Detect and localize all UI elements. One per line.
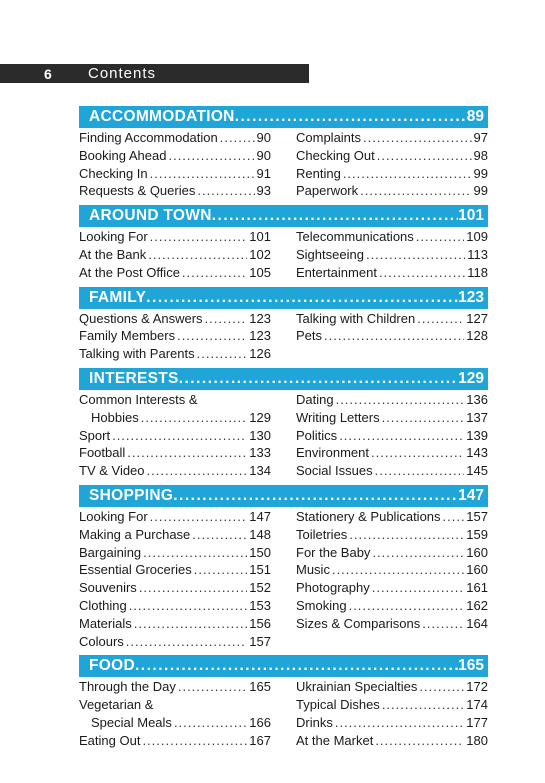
toc-entry[interactable]: [296, 264, 488, 282]
toc-entry[interactable]: [296, 228, 488, 246]
dot-leader: [417, 310, 464, 328]
dot-leader: [375, 732, 464, 750]
section-header[interactable]: [79, 287, 488, 309]
entry-label: Politics: [296, 427, 338, 443]
entry-page: 151: [249, 562, 271, 578]
entry-page: 160: [466, 562, 488, 578]
entry-label: Sightseeing: [296, 246, 364, 262]
dot-leader: [339, 427, 464, 445]
toc-entry[interactable]: [79, 633, 271, 651]
entry-page: 127: [466, 310, 488, 326]
entry-label: TV & Video: [79, 463, 145, 479]
entry-label: Pets: [296, 328, 323, 344]
entry-page: 99: [473, 183, 488, 199]
toc-entry[interactable]: [296, 615, 488, 633]
page-title: Contents: [88, 65, 157, 82]
entry-label: Through the Day: [79, 679, 176, 695]
dot-leader: [168, 147, 254, 165]
dot-leader: [379, 264, 465, 282]
toc-section: [79, 368, 488, 480]
entry-label: Paperwork: [296, 183, 359, 199]
dot-leader: [112, 427, 247, 445]
dot-leader: [194, 561, 248, 579]
entry-label: Souvenirs: [79, 580, 137, 596]
section-header[interactable]: [79, 205, 488, 227]
dot-leader: [375, 462, 465, 480]
right-column: [296, 228, 488, 281]
entry-page: 167: [249, 732, 271, 748]
right-column: [296, 508, 488, 650]
entry-label: Renting: [296, 165, 341, 181]
entry-label: Special Meals: [91, 714, 172, 730]
entry-label: Clothing: [79, 597, 127, 613]
section-entries: [79, 507, 488, 650]
toc-entry[interactable]: [296, 732, 488, 750]
entry-page: 152: [249, 580, 271, 596]
entry-label: Entertainment: [296, 264, 377, 280]
entry-label: For the Baby: [296, 544, 371, 560]
toc-entry[interactable]: [296, 327, 488, 345]
entry-label: At the Post Office: [79, 264, 180, 280]
entry-page: 174: [466, 697, 488, 713]
dot-leader: [182, 264, 247, 282]
section-entries: [79, 227, 488, 281]
toc-section: [79, 485, 488, 650]
section-title: FOOD: [89, 657, 135, 675]
entry-label: Booking Ahead: [79, 147, 167, 163]
page-number: 6: [44, 65, 52, 82]
toc-entry[interactable]: [79, 544, 271, 562]
entry-label: Typical Dishes: [296, 697, 380, 713]
toc-entry[interactable]: [296, 508, 488, 526]
entry-label: Looking For: [79, 508, 148, 524]
entry-label: Complaints: [296, 130, 362, 145]
dot-leader: [179, 368, 458, 390]
dot-leader: [142, 732, 247, 750]
entry-page: 145: [466, 463, 488, 479]
entry-label: Photography: [296, 580, 370, 596]
section-title: INTERESTS: [89, 369, 179, 387]
entry-label: Vegetarian &: [79, 697, 154, 713]
dot-leader: [343, 165, 472, 183]
entry-page: 139: [466, 427, 488, 443]
entry-page: 123: [249, 328, 271, 344]
dot-leader: [127, 444, 247, 462]
section-page: 89: [466, 108, 484, 125]
toc-entry[interactable]: [79, 462, 271, 480]
toc-entry[interactable]: [296, 561, 488, 579]
section-title: FAMILY: [89, 288, 147, 306]
entry-page: 148: [249, 526, 271, 542]
entry-page: 147: [249, 508, 271, 524]
toc-entry[interactable]: [79, 182, 271, 200]
dot-leader: [177, 327, 247, 345]
entry-page: 143: [466, 445, 488, 461]
dot-leader: [371, 444, 464, 462]
entry-label: Talking with Parents: [79, 346, 195, 362]
entry-label: Environment: [296, 445, 369, 461]
dot-leader: [178, 678, 247, 696]
entry-label: At the Bank: [79, 246, 147, 262]
entry-page: 93: [256, 183, 271, 199]
dot-leader: [360, 182, 471, 200]
entry-page: 153: [249, 597, 271, 613]
entry-label: Sport: [79, 427, 111, 443]
entry-label: Telecommunications: [296, 229, 414, 245]
toc-entry[interactable]: [79, 228, 271, 246]
section-entries: [79, 390, 488, 480]
entry-label: Football: [79, 445, 126, 461]
dot-leader: [372, 579, 465, 597]
toc-section: [79, 106, 488, 200]
dot-leader: [349, 526, 464, 544]
toc-entry[interactable]: [296, 310, 488, 328]
entry-page: 161: [466, 580, 488, 596]
section-header[interactable]: [79, 655, 488, 677]
entry-page: 118: [467, 264, 488, 280]
entry-page: 130: [249, 427, 271, 443]
entry-label: Checking Out: [296, 147, 375, 163]
section-title: SHOPPING: [89, 486, 174, 504]
section-header[interactable]: [79, 368, 488, 390]
dot-leader: [382, 409, 465, 427]
entry-page: 102: [249, 246, 271, 262]
toc-entry[interactable]: [79, 264, 271, 282]
toc-entry[interactable]: [79, 696, 271, 714]
entry-label: Materials: [79, 615, 132, 631]
dot-leader: [419, 678, 464, 696]
dot-leader: [335, 714, 464, 732]
dot-leader: [173, 485, 458, 507]
section-entries: [79, 309, 488, 363]
toc-entry[interactable]: [79, 508, 271, 526]
dot-leader: [349, 597, 465, 615]
left-column: [79, 508, 271, 650]
dot-leader: [377, 147, 472, 165]
dot-leader: [150, 228, 248, 246]
entry-label: Sizes & Comparisons: [296, 615, 421, 631]
right-column: [296, 678, 488, 749]
dot-leader: [205, 310, 248, 328]
section-entries: [79, 677, 488, 749]
toc-entry[interactable]: [79, 310, 271, 328]
entry-label: Ukrainian Specialties: [296, 679, 418, 695]
entry-label: Music: [296, 562, 330, 578]
toc-entry[interactable]: [79, 129, 271, 147]
dot-leader: [135, 655, 458, 677]
toc-entry[interactable]: [79, 427, 271, 445]
entry-label: Checking In: [79, 165, 148, 181]
entry-label: Common Interests &: [79, 391, 198, 407]
entry-page: 157: [249, 633, 271, 649]
entry-page: 159: [466, 526, 488, 542]
toc-entry[interactable]: [296, 696, 488, 714]
dot-leader: [134, 615, 248, 633]
entry-label: Colours: [79, 633, 124, 649]
entry-label: Questions & Answers: [79, 310, 203, 326]
dot-leader: [197, 345, 248, 363]
entry-page: 166: [249, 714, 271, 730]
toc-entry[interactable]: [296, 544, 488, 562]
dot-leader: [422, 615, 464, 633]
entry-page: 156: [249, 615, 271, 631]
toc-entry[interactable]: [79, 345, 271, 363]
dot-leader: [150, 165, 255, 183]
entry-page: 123: [249, 310, 271, 326]
entry-page: 97: [473, 130, 488, 145]
toc-entry[interactable]: [296, 129, 488, 147]
entry-page: 128: [466, 328, 488, 344]
section-title: AROUND TOWN: [89, 207, 212, 225]
entry-page: 105: [249, 264, 271, 280]
entry-page: 101: [249, 229, 271, 245]
entry-label: Essential Groceries: [79, 562, 192, 578]
dot-leader: [126, 633, 248, 651]
entry-label: Talking with Children: [296, 310, 416, 326]
entry-page: 162: [466, 597, 488, 613]
entry-page: 137: [466, 409, 488, 425]
section-title: ACCOMMODATION: [89, 108, 235, 125]
entry-page: 129: [249, 409, 271, 425]
dot-leader: [174, 714, 247, 732]
toc-entry[interactable]: [296, 427, 488, 445]
dot-leader: [146, 287, 458, 309]
dot-leader: [129, 597, 248, 615]
dot-leader: [363, 129, 472, 147]
toc-section: [79, 655, 488, 749]
entry-page: 90: [256, 147, 271, 163]
entry-page: 99: [473, 165, 488, 181]
dot-leader: [197, 182, 254, 200]
entry-label: Eating Out: [79, 732, 141, 748]
entry-label: Family Members: [79, 328, 176, 344]
left-column: [79, 310, 271, 363]
dot-leader: [416, 228, 465, 246]
entry-label: Dating: [296, 391, 334, 407]
section-header[interactable]: [79, 106, 488, 128]
toc-entry[interactable]: [296, 714, 488, 732]
entry-page: 172: [466, 679, 488, 695]
entry-label: Looking For: [79, 229, 148, 245]
toc-entry[interactable]: [296, 579, 488, 597]
toc-entry[interactable]: [79, 327, 271, 345]
dot-leader: [212, 205, 458, 227]
dot-leader: [372, 544, 464, 562]
entry-label: Finding Accommodation: [79, 130, 218, 145]
dot-leader: [148, 246, 247, 264]
toc-entry[interactable]: [296, 409, 488, 427]
dot-leader: [336, 391, 465, 409]
entry-label: Social Issues: [296, 463, 373, 479]
entry-page: 177: [466, 714, 488, 730]
section-page: 123: [458, 288, 484, 306]
toc-entry[interactable]: [296, 147, 488, 165]
entry-label: Writing Letters: [296, 409, 380, 425]
section-page: 147: [458, 486, 484, 504]
toc-entry[interactable]: [79, 409, 271, 427]
dot-leader: [220, 129, 255, 147]
dot-leader: [443, 508, 465, 526]
entry-page: 113: [467, 246, 488, 262]
entry-page: 126: [249, 346, 271, 362]
entry-page: 98: [473, 147, 488, 163]
toc-entry[interactable]: [79, 526, 271, 544]
entry-page: 133: [249, 445, 271, 461]
entry-page: 90: [256, 130, 271, 145]
entry-page: 91: [256, 165, 271, 181]
dot-leader: [366, 246, 465, 264]
section-header[interactable]: [79, 485, 488, 507]
left-column: [79, 129, 271, 200]
page-header-bar: [0, 64, 309, 83]
toc-entry[interactable]: [296, 678, 488, 696]
toc-entry[interactable]: [296, 165, 488, 183]
table-of-contents: [79, 106, 488, 755]
dot-leader: [147, 462, 248, 480]
toc-entry[interactable]: [79, 732, 271, 750]
toc-entry[interactable]: [79, 444, 271, 462]
section-page: 165: [458, 657, 484, 675]
entry-page: 150: [249, 544, 271, 560]
toc-entry[interactable]: [79, 165, 271, 183]
toc-entry[interactable]: [79, 391, 271, 409]
toc-section: [79, 287, 488, 363]
entry-page: 157: [466, 508, 488, 524]
toc-entry[interactable]: [296, 462, 488, 480]
toc-section: [79, 205, 488, 281]
entry-page: 180: [466, 732, 488, 748]
toc-entry[interactable]: [79, 147, 271, 165]
toc-entry[interactable]: [79, 678, 271, 696]
entry-label: At the Market: [296, 732, 374, 748]
toc-entry[interactable]: [79, 615, 271, 633]
toc-entry[interactable]: [296, 391, 488, 409]
entry-page: 165: [249, 679, 271, 695]
dot-leader: [192, 526, 247, 544]
right-column: [296, 391, 488, 480]
dot-leader: [332, 561, 464, 579]
entry-label: Requests & Queries: [79, 183, 196, 199]
toc-entry[interactable]: [79, 561, 271, 579]
dot-leader: [324, 327, 464, 345]
entry-label: Hobbies: [91, 409, 139, 425]
dot-leader: [141, 409, 248, 427]
toc-entry[interactable]: [79, 246, 271, 264]
dot-leader: [235, 106, 467, 128]
entry-page: 136: [466, 391, 488, 407]
dot-leader: [139, 579, 247, 597]
entry-page: 134: [249, 463, 271, 479]
section-page: 129: [458, 369, 484, 387]
dot-leader: [150, 508, 248, 526]
entry-label: Toiletries: [296, 526, 348, 542]
toc-entry[interactable]: [296, 246, 488, 264]
toc-entry[interactable]: [79, 597, 271, 615]
left-column: [79, 678, 271, 749]
entry-label: Making a Purchase: [79, 526, 191, 542]
dot-leader: [382, 696, 464, 714]
section-entries: [79, 128, 488, 200]
section-page: 101: [458, 207, 484, 225]
entry-page: 109: [466, 229, 488, 245]
left-column: [79, 228, 271, 281]
left-column: [79, 391, 271, 480]
toc-entry[interactable]: [296, 182, 488, 200]
entry-page: 160: [466, 544, 488, 560]
right-column: [296, 310, 488, 363]
toc-entry[interactable]: [79, 714, 271, 732]
entry-label: Stationery & Publications: [296, 508, 441, 524]
toc-entry[interactable]: [79, 579, 271, 597]
dot-leader: [143, 544, 247, 562]
toc-entry[interactable]: [296, 526, 488, 544]
entry-label: Drinks: [296, 714, 333, 730]
entry-label: Smoking: [296, 597, 347, 613]
right-column: [296, 129, 488, 200]
entry-page: 164: [466, 615, 488, 631]
entry-label: Bargaining: [79, 544, 142, 560]
toc-entry[interactable]: [296, 444, 488, 462]
toc-entry[interactable]: [296, 597, 488, 615]
